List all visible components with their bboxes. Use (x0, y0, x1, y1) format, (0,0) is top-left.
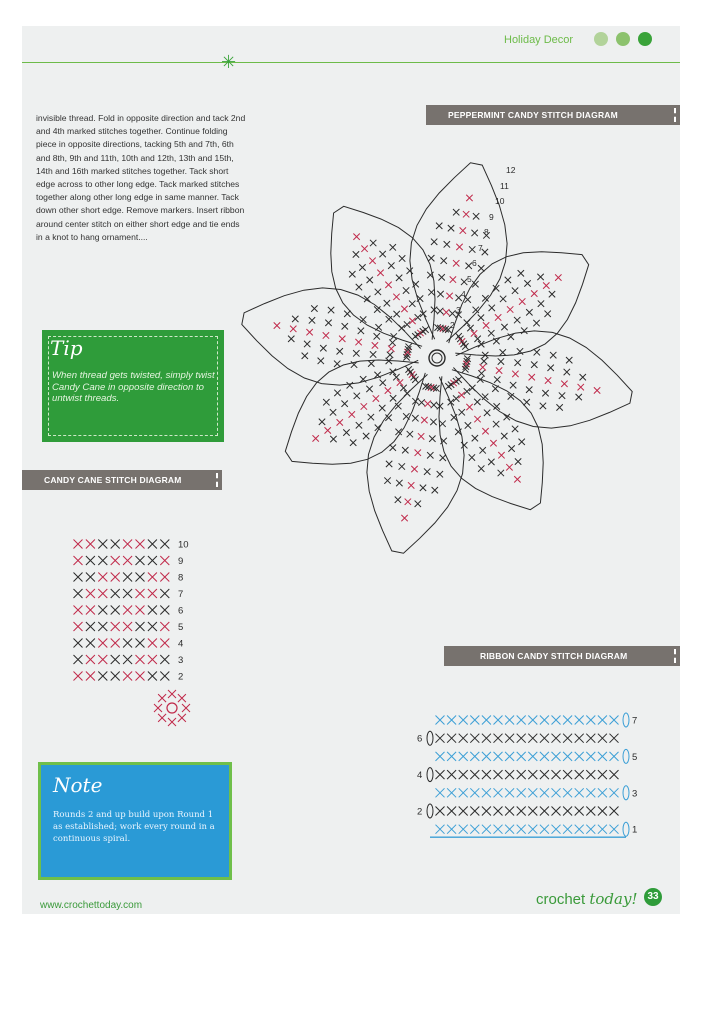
stitch-cross (528, 825, 537, 834)
stitch-cross (586, 716, 595, 725)
stitch-cross (436, 788, 445, 797)
stitch-cross (459, 825, 468, 834)
stitch-cross (610, 825, 619, 834)
stitch-cross (586, 807, 595, 816)
stitch-cross (436, 825, 445, 834)
turning-chain (623, 713, 629, 727)
stitch-cross (517, 752, 526, 761)
row-number-label: 1 (632, 824, 638, 836)
stitch-cross (575, 825, 584, 834)
round-number-label: 12 (506, 165, 516, 175)
stitch-cross (447, 825, 456, 834)
stitch-cross (540, 807, 549, 816)
stitch-cross (459, 807, 468, 816)
stitch-cross (517, 770, 526, 779)
ribbon-diagram-title: RIBBON CANDY STITCH DIAGRAM (480, 651, 628, 661)
instructions-text: invisible thread. Fold in opposite direction and tack 2nd and 4th marked stitches together. Continue folding piece in opposite directions, tacking 5th and 7th, 6th and 8th, 9th and 11th, 10th and 12th, 13th and 15th, 14th and 16th marked stitches together. Tack short edge across to other long edge. Tack marked stitches together along other long edge in same manner. Tack down other short edge. Remove markers. Insert ribbon around center stitch on either short edge and tie ends in a knot to hang ornament.... (36, 113, 246, 242)
stitch-cross (575, 788, 584, 797)
stitch-cross (586, 752, 595, 761)
stitch-cross (505, 752, 514, 761)
stitch-cross (505, 734, 514, 743)
row-number-label: 5 (178, 622, 184, 633)
peppermint-diagram-title: PEPPERMINT CANDY STITCH DIAGRAM (448, 110, 618, 120)
stitch-cross (482, 716, 491, 725)
stitch-cross (517, 734, 526, 743)
stitch-cross (552, 825, 561, 834)
turning-chain (623, 822, 629, 836)
stitch-cross (494, 752, 503, 761)
stitch-cross (517, 788, 526, 797)
stitch-cross (563, 716, 572, 725)
stitch-cross (528, 734, 537, 743)
round-number-label: 10 (495, 196, 505, 206)
stitch-cross (482, 770, 491, 779)
round-number-label: 2 (450, 320, 455, 330)
stitch-cross (598, 807, 607, 816)
brand-word-crochet: crochet (536, 891, 586, 908)
stitch-cross (436, 752, 445, 761)
stitch-cross (552, 716, 561, 725)
stitch-cross (459, 716, 468, 725)
stitch-cross (598, 752, 607, 761)
stitch-cross (470, 825, 479, 834)
stitch-cross (563, 770, 572, 779)
stitch-cross (505, 825, 514, 834)
stitch-cross (540, 825, 549, 834)
turning-chain (427, 768, 433, 782)
note-text: Rounds 2 and up build upon Round 1 as established; work every round in a continuous spiral. (53, 810, 215, 844)
stitch-cross (575, 752, 584, 761)
stitch-cross (610, 734, 619, 743)
row-number-label: 6 (417, 733, 423, 745)
round-number-label: 11 (500, 181, 509, 191)
row-number-label: 5 (632, 751, 638, 763)
row-number-label: 10 (178, 539, 189, 551)
stitch-cross (540, 716, 549, 725)
page-number: 33 (644, 888, 662, 906)
stitch-cross (575, 770, 584, 779)
stitch-cross (470, 770, 479, 779)
row-number-label: 3 (632, 788, 638, 800)
note-title: Note (53, 773, 103, 797)
turning-chain (623, 786, 629, 800)
tip-title: Tip (50, 336, 83, 360)
round-number-label: 9 (489, 212, 494, 222)
stitch-cross (494, 716, 503, 725)
turning-chain (427, 731, 433, 745)
row-number-label: 7 (178, 589, 184, 600)
stitch-cross (540, 788, 549, 797)
stitch-cross (540, 770, 549, 779)
stitch-cross (447, 716, 456, 725)
stitch-cross (447, 734, 456, 743)
row-number-label: 3 (178, 655, 184, 666)
stitch-cross (482, 825, 491, 834)
stitch-cross (563, 807, 572, 816)
star-icon: ✳ (221, 52, 237, 72)
stitch-cross (610, 716, 619, 725)
stitch-cross (482, 734, 491, 743)
stitch-cross (586, 825, 595, 834)
stitch-cross (436, 807, 445, 816)
stitch-cross (517, 807, 526, 816)
stitch-cross (575, 716, 584, 725)
stitch-cross (459, 788, 468, 797)
stitch-cross (494, 825, 503, 834)
stitch-cross (505, 788, 514, 797)
stitch-cross (610, 807, 619, 816)
stitch-cross (586, 770, 595, 779)
round-number-label: 7 (478, 243, 483, 253)
stitch-cross (436, 716, 445, 725)
stitch-cross (459, 734, 468, 743)
stitch-cross (528, 716, 537, 725)
stitch-cross (540, 734, 549, 743)
stitch-cross (586, 788, 595, 797)
stitch-cross (470, 788, 479, 797)
stitch-cross (494, 734, 503, 743)
stitch-cross (470, 716, 479, 725)
brand-word-today: today! (589, 890, 638, 908)
candy-cane-diagram-title: CANDY CANE STITCH DIAGRAM (44, 475, 182, 485)
stitch-cross (436, 770, 445, 779)
row-number-label: 6 (178, 605, 184, 617)
stitch-cross (552, 807, 561, 816)
stitch-cross (470, 807, 479, 816)
stitch-cross (459, 752, 468, 761)
stitch-cross (436, 734, 445, 743)
stitch-cross (528, 788, 537, 797)
stitch-cross (482, 788, 491, 797)
row-number-label: 4 (178, 638, 184, 650)
stitch-cross (447, 807, 456, 816)
round-number-label: 4 (461, 289, 466, 299)
stitch-cross (552, 734, 561, 743)
row-number-label: 2 (178, 671, 184, 683)
row-number-label: 9 (178, 556, 184, 567)
row-number-label: 8 (178, 572, 184, 584)
stitch-cross (459, 770, 468, 779)
stitch-cross (505, 770, 514, 779)
round-number-label: 8 (484, 227, 489, 237)
stitch-cross (598, 770, 607, 779)
stitch-cross (610, 788, 619, 797)
footer-url: www.crochettoday.com (40, 900, 143, 911)
turning-chain (427, 804, 433, 818)
round-number-label: 6 (472, 258, 477, 268)
stitch-cross (517, 716, 526, 725)
stitch-cross (528, 807, 537, 816)
stitch-cross (575, 734, 584, 743)
round-number-label: 3 (456, 305, 461, 315)
stitch-cross (470, 734, 479, 743)
stitch-cross (447, 788, 456, 797)
stitch-cross (528, 752, 537, 761)
stitch-cross (517, 825, 526, 834)
stitch-cross (575, 807, 584, 816)
stitch-cross (482, 807, 491, 816)
stitch-cross (586, 734, 595, 743)
stitch-cross (610, 752, 619, 761)
stitch-cross (540, 752, 549, 761)
stitch-cross (494, 770, 503, 779)
stitch-cross (494, 788, 503, 797)
stitch-cross (598, 716, 607, 725)
stitch-cross (563, 825, 572, 834)
stitch-cross (552, 752, 561, 761)
stitch-cross (598, 825, 607, 834)
stitch-cross (470, 752, 479, 761)
stitch-cross (552, 770, 561, 779)
row-number-label: 2 (417, 806, 423, 818)
stitch-cross (505, 716, 514, 725)
stitch-cross (528, 770, 537, 779)
stitch-cross (494, 807, 503, 816)
stitch-cross (598, 734, 607, 743)
stitch-cross (482, 752, 491, 761)
stitch-cross (447, 752, 456, 761)
stitch-cross (563, 788, 572, 797)
tip-text: When thread gets twisted, simply twist Candy Cane in opposite direction to untwist threads. (52, 370, 215, 404)
round-number-label: 5 (467, 274, 472, 284)
stitch-cross (563, 734, 572, 743)
row-number-label: 7 (632, 715, 638, 727)
stitch-cross (610, 770, 619, 779)
stitch-cross (552, 788, 561, 797)
stitch-cross (505, 807, 514, 816)
stitch-cross (598, 788, 607, 797)
row-number-label: 4 (417, 770, 423, 782)
stitch-cross (447, 770, 456, 779)
turning-chain (623, 749, 629, 763)
stitch-cross (563, 752, 572, 761)
section-title: Holiday Decor (504, 34, 574, 46)
